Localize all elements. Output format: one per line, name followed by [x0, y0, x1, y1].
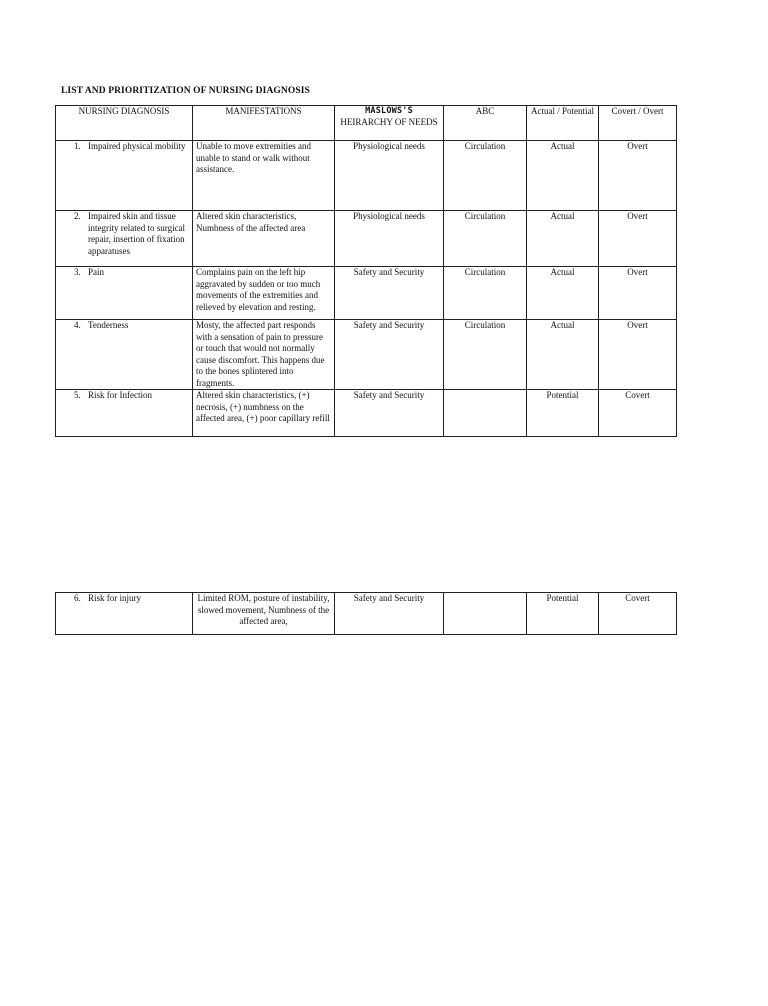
diagnosis-cell	[56, 211, 193, 267]
manifestations-cell: Complains pain on the left hip aggravated by sudden or too much movements of the extremities and relieved by elevation and resting.	[193, 267, 335, 320]
maslow-cell: Safety and Security	[335, 593, 444, 635]
table-row	[56, 211, 677, 267]
manifestations-cell: Unable to move extremities and unable to stand or walk without assistance.	[193, 141, 335, 211]
diagnosis-text: Tenderness	[88, 320, 129, 330]
abc-cell: Circulation	[444, 267, 527, 320]
actual-potential-cell: Actual	[527, 211, 599, 267]
diagnosis-text: Impaired skin and tissue integrity related to surgical repair, insertion of fixation apparatuses	[88, 211, 186, 256]
table-row	[56, 267, 677, 320]
header-actual-potential: Actual / Potential	[527, 106, 599, 141]
row-number: 6.	[74, 593, 81, 603]
manifestations-cell: Altered skin characteristics, Numbness of the affected area	[193, 211, 335, 267]
table-row	[56, 390, 677, 437]
diagnosis-text: Risk for Infection	[88, 390, 152, 400]
actual-potential-cell: Actual	[527, 141, 599, 211]
manifestations-cell: Mosty, the affected part responds with a sensation of pain to pressure or touch that would not normally cause discomfort. This happens due to the bones splintered into fragments.	[193, 320, 335, 390]
abc-cell: Circulation	[444, 320, 527, 390]
header-maslow-line2: HEIRARCHY OF NEEDS	[340, 117, 438, 127]
row-number: 1.	[74, 141, 81, 151]
header-covert-overt: Covert / Overt	[599, 106, 677, 141]
maslow-cell: Safety and Security	[335, 320, 444, 390]
diagnosis-cell	[56, 320, 193, 390]
maslow-cell: Safety and Security	[335, 267, 444, 320]
manifestations-cell: Limited ROM, posture of instability, slowed movement, Numbness of the affected area,	[193, 593, 335, 635]
covert-overt-cell: Overt	[599, 267, 677, 320]
diagnosis-text: Pain	[88, 267, 105, 277]
maslow-cell: Safety and Security	[335, 390, 444, 437]
table-header-row	[56, 106, 677, 141]
abc-cell: Circulation	[444, 141, 527, 211]
diagnosis-text: Impaired physical mobility	[88, 141, 186, 151]
maslow-cell: Physiological needs	[335, 141, 444, 211]
diagnosis-cell	[56, 390, 193, 437]
header-nursing-diagnosis: NURSING DIAGNOSIS	[56, 106, 193, 141]
abc-cell	[444, 390, 527, 437]
nursing-diagnosis-table	[55, 105, 677, 437]
actual-potential-cell: Potential	[527, 593, 599, 635]
abc-cell: Circulation	[444, 211, 527, 267]
page-title: LIST AND PRIORITIZATION OF NURSING DIAGNOSIS	[61, 86, 310, 96]
actual-potential-cell: Actual	[527, 267, 599, 320]
covert-overt-cell: Overt	[599, 211, 677, 267]
row-number: 3.	[74, 267, 81, 277]
covert-overt-cell: Covert	[599, 593, 677, 635]
covert-overt-cell: Overt	[599, 141, 677, 211]
covert-overt-cell: Overt	[599, 320, 677, 390]
header-maslow-line1: MASLOWS'S	[365, 106, 413, 116]
table-row	[56, 141, 677, 211]
header-maslow	[335, 106, 444, 141]
diagnosis-cell	[56, 267, 193, 320]
diagnosis-cell	[56, 141, 193, 211]
manifestations-cell: Altered skin characteristics, (+) necrosis, (+) numbness on the affected area, (+) poor capillary refill	[193, 390, 335, 437]
abc-cell	[444, 593, 527, 635]
diagnosis-text: Risk for injury	[88, 593, 141, 603]
row-number: 4.	[74, 320, 81, 330]
header-manifestations: MANIFESTATIONS	[193, 106, 335, 141]
diagnosis-cell	[56, 593, 193, 635]
nursing-diagnosis-table-continued	[55, 592, 677, 635]
row-number: 5.	[74, 390, 81, 400]
actual-potential-cell: Potential	[527, 390, 599, 437]
covert-overt-cell: Covert	[599, 390, 677, 437]
row-number: 2.	[74, 211, 81, 221]
table-row	[56, 593, 677, 635]
maslow-cell: Physiological needs	[335, 211, 444, 267]
table-row	[56, 320, 677, 390]
header-abc: ABC	[444, 106, 527, 141]
actual-potential-cell: Actual	[527, 320, 599, 390]
